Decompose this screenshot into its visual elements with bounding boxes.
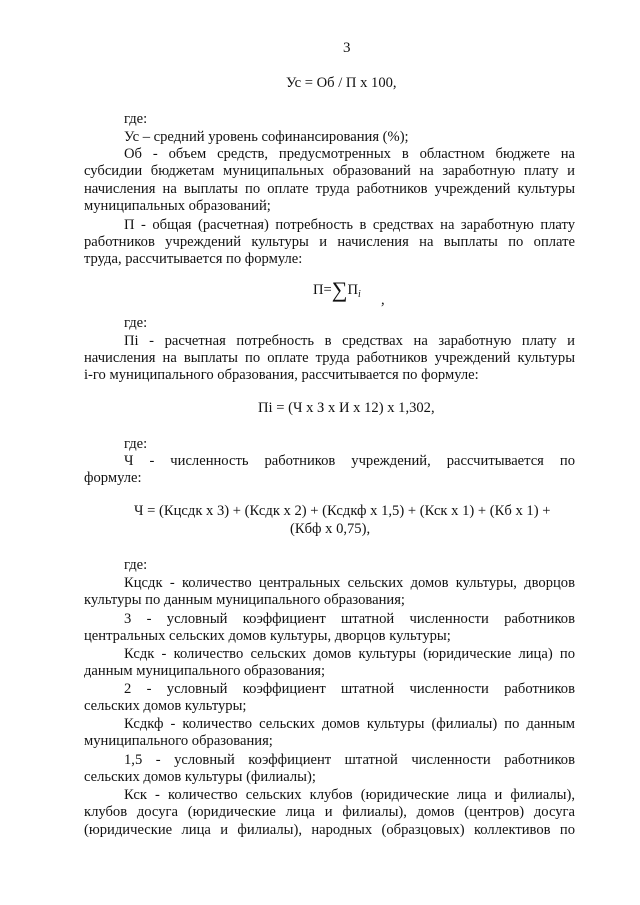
definition-pi-line-2: начисления на выплаты по оплате труда работников учреждений культуры: [84, 350, 575, 366]
page-number: 3: [343, 40, 351, 56]
where-label: где:: [124, 315, 148, 331]
definition-coef15-line-2: сельских домов культуры (филиалы);: [84, 769, 316, 785]
formula-ch-line-2: (Кбф х 0,75),: [290, 521, 371, 537]
definition-ob-line-2: субсидии бюджетам муниципальных образований на заработную плату и: [84, 163, 575, 179]
formula-uc: Ус = Об / П х 100,: [286, 75, 397, 91]
definition-coef15-line-1: 1,5 - условный коэффициент штатной численности работников: [124, 752, 575, 768]
formula-p-term: П: [347, 282, 359, 298]
where-label: где:: [124, 557, 148, 573]
definition-coef2-line-2: сельских домов культуры;: [84, 698, 247, 714]
summation-symbol: ∑: [331, 277, 348, 302]
definition-ksk-line-2: клубов досуга (юридические лица и филиалы), домов (центров) досуга: [84, 804, 575, 820]
definition-ob-line-3: начисления на выплаты по оплате труда работников учреждений культуры: [84, 181, 575, 197]
formula-p: [313, 277, 361, 303]
definition-ob-line-1: Об - объем средств, предусмотренных в областном бюджете на: [124, 146, 575, 162]
where-label: где:: [124, 111, 148, 127]
definition-ksdkf-line-1: Ксдкф - количество сельских домов культуры (филиалы) по данным: [124, 716, 575, 732]
definition-ksdk-line-2: данным муниципального образования;: [84, 663, 326, 679]
formula-ch-line-1: Ч = (Кцсдк х 3) + (Ксдк х 2) + (Ксдкф х 1,5) + (Кск х 1) + (Кб х 1) +: [134, 503, 551, 519]
definition-ksdk-line-1: Ксдк - количество сельских домов культуры (юридические лица) по: [124, 646, 575, 662]
definition-ob-line-4: муниципальных образований;: [84, 198, 271, 214]
definition-ksdkf-line-2: муниципального образования;: [84, 733, 273, 749]
definition-pi-line-1: Пi - расчетная потребность в средствах на заработную плату и: [124, 333, 575, 349]
definition-kcsdk-line-1: Кцсдк - количество центральных сельских домов культуры, дворцов: [124, 575, 575, 591]
definition-kcsdk-line-2: культуры по данным муниципального образования;: [84, 592, 405, 608]
definition-pi-line-3: i-го муниципального образования, рассчитывается по формуле:: [84, 367, 479, 383]
definition-p-line-1: П - общая (расчетная) потребность в средствах на заработную плату: [124, 217, 575, 233]
formula-p-lhs: П=: [313, 282, 332, 298]
where-label: где:: [124, 436, 148, 452]
definition-coef2-line-1: 2 - условный коэффициент штатной численности работников: [124, 681, 575, 697]
formula-p-comma: ,: [381, 292, 385, 308]
definition-ch-line-2: формуле:: [84, 470, 142, 486]
definition-coef3-line-2: центральных сельских домов культуры, дворцов культуры;: [84, 628, 451, 644]
definition-ch-line-1: Ч - численность работников учреждений, рассчитывается по: [124, 453, 575, 469]
definition-coef3-line-1: 3 - условный коэффициент штатной численности работников: [124, 611, 575, 627]
definition-ksk-line-3: (юридические лица и филиалы), народных (образцовых) коллективов по: [84, 822, 575, 838]
definition-p-line-3: труда, рассчитывается по формуле:: [84, 251, 303, 267]
formula-pi: Пi = (Ч х З х И х 12) х 1,302,: [258, 400, 435, 416]
definition-ksk-line-1: Кск - количество сельских клубов (юридические лица и филиалы),: [124, 787, 575, 803]
definition-p-line-2: работников учреждений культуры и начисления на выплаты по оплате: [84, 234, 575, 250]
definition-uc: Ус – средний уровень софинансирования (%);: [124, 129, 409, 145]
formula-p-index: i: [358, 289, 361, 300]
